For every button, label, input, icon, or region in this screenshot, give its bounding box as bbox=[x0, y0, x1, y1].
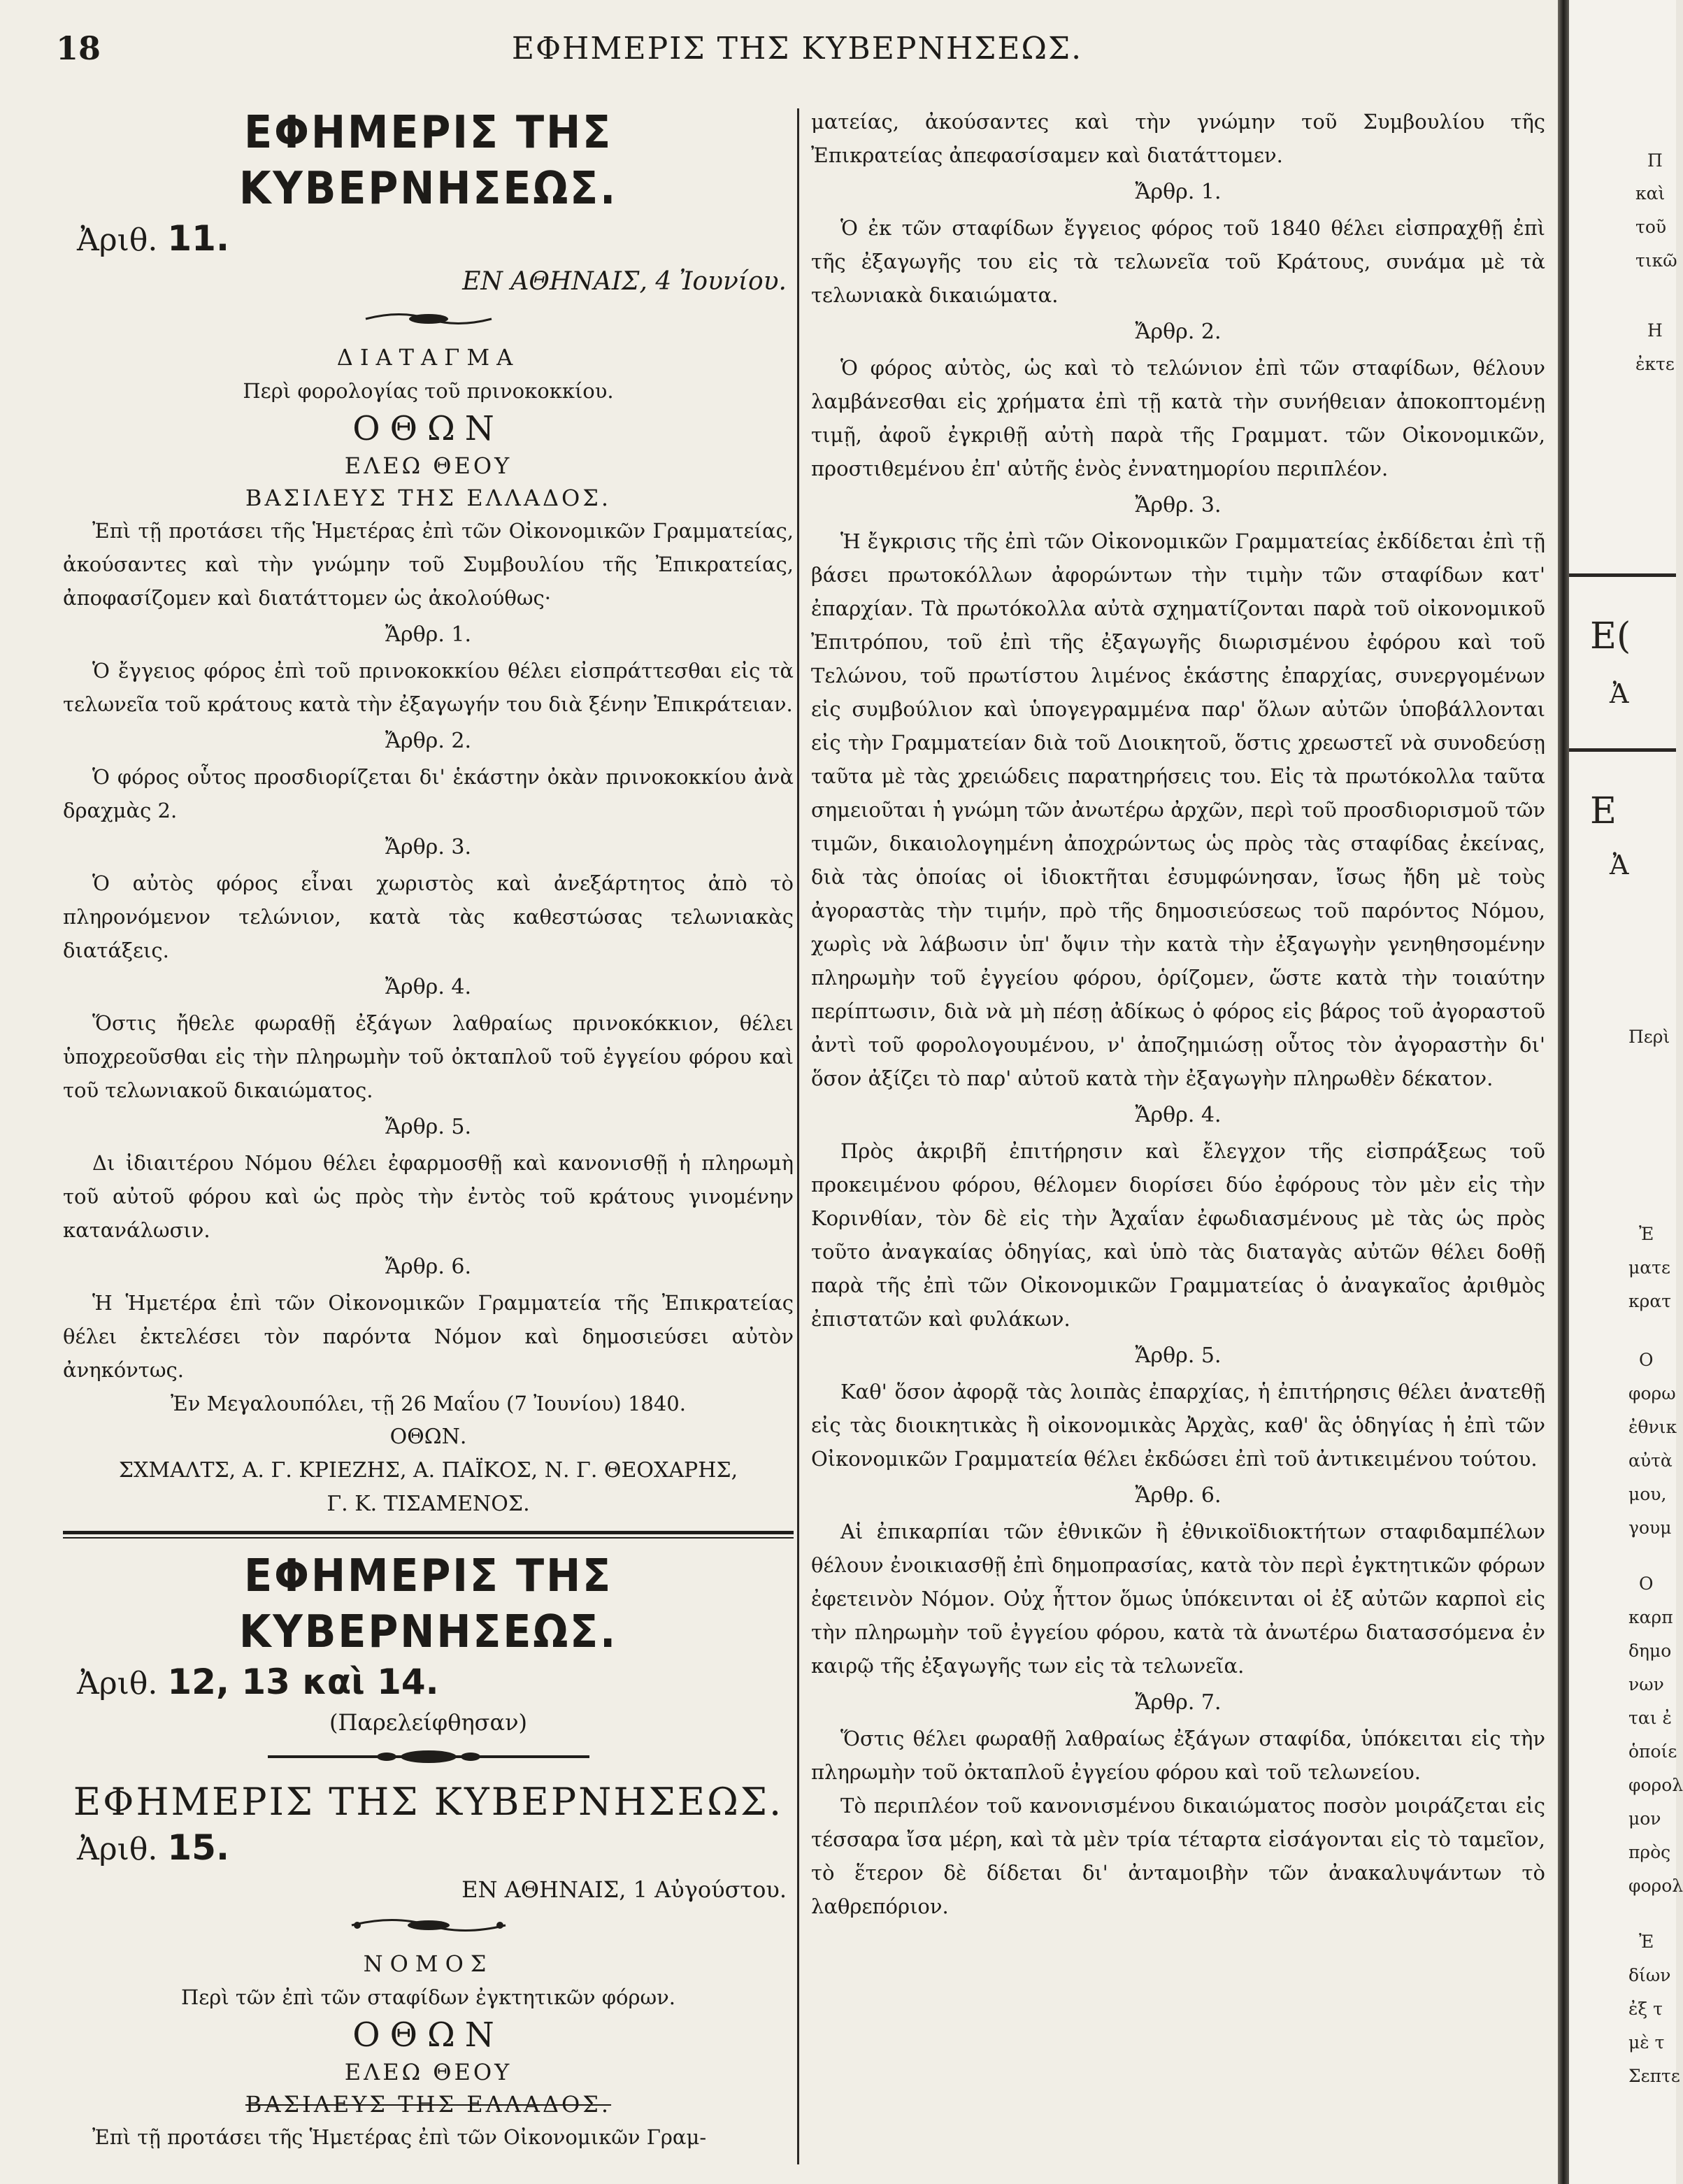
ornament-divider-icon bbox=[63, 308, 794, 334]
article-text: Ἡ Ἡμετέρα ἐπὶ τῶν Οἰκονομικῶν Γραμματεία τῆς Ἐπικρατείας θέλει ἐκτελέσει τὸν παρόντα Νόμον καὶ δημοσιεύσει αὐτὸν ἀνηκόντως. bbox=[63, 1291, 794, 1382]
ornament-divider-icon bbox=[63, 1746, 794, 1771]
signature: ΟΘΩΝ. bbox=[389, 1425, 467, 1449]
issue-15-dateline: ΕΝ ΑΘΗΝΑΙΣ, 1 Αὐγούστου. bbox=[461, 1876, 787, 1903]
fragment: ἐθνικ bbox=[1628, 1417, 1677, 1437]
article-label: Ἄρθρ. 7. bbox=[1135, 1690, 1222, 1715]
issue-number-prefix: Ἀριθ. bbox=[77, 1666, 158, 1701]
fragment: μον bbox=[1628, 1808, 1661, 1829]
article-text: Τὸ περιπλέον τοῦ κανονισμένου δικαιώματος ποσὸν μοιράζεται εἰς τέσσαρα ἴσα μέρη, καὶ τὰ μὲν τρία τέταρτα εἰσάγονται εἰς τὸ ταμεῖον, τὸ ἕτερον δὲ δίδεται δι' ἀνταμοιβὴν τῶν ἀνακαλυψάντων τὸ λαθρεπόριον. bbox=[811, 1794, 1545, 1918]
eleo-theou: ΕΛΕΩ ΘΕΟΥ bbox=[344, 2059, 513, 2085]
place-date: Ἐν Μεγαλουπόλει, τῇ 26 Μαΐου (7 Ἰουνίου) 1840. bbox=[171, 1392, 686, 1415]
preamble-start: Ἐπὶ τῇ προτάσει τῆς Ἡμετέρας ἐπὶ τῶν Οἰκονομικῶν Γραμ- bbox=[92, 2125, 707, 2149]
issue-number-value: 12, 13 καὶ 14. bbox=[167, 1662, 439, 1702]
article-label: Ἄρθρ. 3. bbox=[1135, 493, 1222, 518]
issue-11-masthead: ΕΦΗΜΕΡΙΣ ΤΗΣ ΚΥΒΕΡΝΗΣΕΩΣ. bbox=[238, 107, 618, 215]
fragment: ὁποίε bbox=[1628, 1741, 1677, 1762]
fragment-rule bbox=[1569, 748, 1676, 752]
fragment: Ἐ bbox=[1639, 1224, 1654, 1244]
article-label: Ἄρθρ. 4. bbox=[385, 975, 472, 999]
ornament-divider-icon bbox=[63, 1915, 794, 1940]
fragment: πρὸς bbox=[1628, 1842, 1671, 1862]
othon-heading: ΟΘΩΝ bbox=[352, 409, 504, 448]
fragment: καρπ bbox=[1628, 1607, 1673, 1627]
article-text: Δι ἰδιαιτέρου Νόμου θέλει ἐφαρμοσθῇ καὶ κανονισθῇ ἡ πληρωμὴ τοῦ αὐτοῦ φόρου καὶ ὡς πρὸς τὴν ἐντὸς τοῦ κράτους γινομένην κατανάλωσιν. bbox=[63, 1151, 794, 1242]
fragment: δίων bbox=[1628, 1965, 1671, 1985]
issue-number-prefix: Ἀριθ. bbox=[77, 222, 158, 258]
fragment: φορω bbox=[1628, 1383, 1676, 1404]
running-title: ΕΦΗΜΕΡΙΣ ΤΗΣ ΚΥΒΕΡΝΗΣΕΩΣ. bbox=[511, 31, 1083, 66]
nomos-subject: Περὶ τῶν ἐπὶ τῶν σταφίδων ἐγκτητικῶν φόρων. bbox=[180, 1985, 676, 2009]
article-label: Ἄρθρ. 6. bbox=[385, 1255, 472, 1279]
column-divider bbox=[797, 108, 799, 2164]
fragment: Ο bbox=[1639, 1573, 1654, 1594]
article-label: Ἄρθρ. 4. bbox=[1135, 1103, 1222, 1127]
fragment: τοῦ bbox=[1635, 217, 1667, 237]
ministers-line-1: ΣΧΜΑΛΤΣ, Α. Γ. ΚΡΙΕΖΗΣ, Α. ΠΑΪΚΟΣ, Ν. Γ. ΘΕΟΧΑΡΗΣ, bbox=[118, 1458, 738, 1483]
fragment: ἐκτε bbox=[1635, 354, 1675, 374]
omitted-note: (Παρελείφθησαν) bbox=[329, 1709, 528, 1736]
fragment: Σεπτε bbox=[1628, 2066, 1680, 2086]
section-rule bbox=[63, 1531, 794, 1534]
section-rule-thin bbox=[63, 1537, 794, 1539]
book-binding bbox=[1558, 0, 1569, 2184]
article-text: Ἡ ἔγκρισις τῆς ἐπὶ τῶν Οἰκονομικῶν Γραμματείας ἐκδίδεται ἐπὶ τῇ βάσει πρωτοκόλλων ἀφορώντων τὴν τιμὴν τῶν σταφίδων κατ' ἐπαρχίαν. Τὰ πρωτόκολλα αὐτὰ σχηματίζονται παρὰ τοῦ οἰκονομικοῦ Ἐπιτρόπου, τοῦ ἐπὶ τῆς ἐξαγωγῆς διωρισμένου ἐφόρου καὶ τοῦ Τελώνου, τοῦ πρωτίστου λιμένος ἑκάστης ἐπαρχίας, συνεργομένων εἰς συμβούλιον καὶ ὑπογεγραμμένα παρ' ὅλων αὐτῶν ὑποβάλλονται εἰς τὴν Γραμματείαν διὰ τοῦ Διοικητοῦ, ὅστις χρεωστεῖ νὰ συνοδεύσῃ ταῦτα μὲ τὰς χρειώδεις παρατηρήσεις του. Εἰς τὰ πρωτόκολλα ταῦτα σημειοῦται ἡ γνώμη τῶν ἀνωτέρω ἀρχῶν, περὶ τοῦ προσδιορισμοῦ τῶν τιμῶν, δικαιολογημένη ἀποχρώντως ὡς πρὸς τὰς σταφίδας ἐκείνας, διὰ τὰς ὁποίας οἱ ἰδιοκτῆται ἐσυμφώνησαν, ἴσως ἤδη μὲ τοὺς ἀγοραστὰς τὴν τιμήν, πρὸ τῆς δημοσιεύσεως τοῦ παρόντος Νόμου, χωρὶς νὰ λάβωσιν ὑπ' ὄψιν τὴν κατὰ τὴν ἐξαγωγὴν γενηθησομένην πληρωμὴν τοῦ ἐγγείου φόρου, ὁρίζομεν, ὥστε κατὰ τὴν τοιαύτην περίπτωσιν, διὰ νὰ μὴ πέσῃ ἀδίκως ὁ φόρος εἰς βάρος τοῦ ἀγοραστοῦ ἀντὶ τοῦ φορολογουμένου, ν' ἀποζημιώσῃ οὗτος τὸν ἀγοραστὴν δι' ὅσον ἀξίζει τὸ παρ' αὐτοῦ κατὰ τὴν ἐξαγωγὴν πληρωθὲν δέκατον. bbox=[811, 529, 1545, 1090]
article-text: Ὅστις ἤθελε φωραθῇ ἐξάγων λαθραίως πρινοκόκκιον, θέλει ὑποχρεοῦσθαι εἰς τὴν πληρωμὴν τοῦ ὀκταπλοῦ τοῦ ἐγγείου φόρου καὶ τοῦ τελωνιακοῦ δικαιώματος. bbox=[63, 1011, 794, 1102]
page-number: 18 bbox=[56, 29, 101, 67]
diatagma-subject: Περὶ φορολογίας τοῦ πρινοκοκκίου. bbox=[243, 379, 614, 403]
fragment: τικῶ bbox=[1635, 250, 1677, 271]
fragment: Π bbox=[1647, 150, 1663, 171]
article-text: Πρὸς ἀκριβῆ ἐπιτήρησιν καὶ ἔλεγχον τῆς εἰσπράξεως τοῦ προκειμένου φόρου, θέλομεν διορίσει δύο ἐφόρους τὸν μὲν εἰς τὴν Κορινθίαν, τὸν δὲ εἰς τὴν Ἀχαΐαν ἐφωδιασμένους μὲ τὰς ὡς πρὸς τοῦτο ἀναγκαίας ὁδηγίας, καὶ ὑπὸ τὰς διαταγὰς αὐτῶν θέλει δοθῇ παρὰ τῆς ἐπὶ τῶν Οἰκονομικῶν Γραμματείας ὁ ἀναγκαῖος ἀριθμὸς ἐπιστατῶν καὶ φυλάκων. bbox=[811, 1139, 1545, 1331]
preamble-end: ματείας, ἀκούσαντες καὶ τὴν γνώμην τοῦ Συμβουλίου τῆς Ἐπικρατείας ἀπεφασίσαμεν καὶ διατάττομεν. bbox=[811, 110, 1545, 167]
left-column bbox=[63, 105, 794, 2154]
issue-15-masthead: ΕΦΗΜΕΡΙΣ ΤΗΣ ΚΥΒΕΡΝΗΣΕΩΣ. bbox=[73, 1780, 784, 1824]
article-text: Αἱ ἐπικαρπίαι τῶν ἐθνικῶν ἢ ἐθνικοϊδιοκτήτων σταφιδαμπέλων θέλουν ἐνοικιασθῇ ἐπὶ δημοπρασίας, κατὰ τὸν περὶ ἐγκτητικῶν φόρων ἐφετεινὸν Νόμον. Οὐχ ἧττον ὅμως ὑπόκεινται οἱ ἐξ αὐτῶν καρποὶ εἰς τὴν πληρωμὴν τοῦ ἐγγείου φόρου, κατὰ τὰ ἀνωτέρω διατασσόμενα ἐν καιρῷ τῆς ἐξαγωγῆς των εἰς τὰ τελωνεῖα. bbox=[811, 1520, 1545, 1678]
fragment: αὐτὰ bbox=[1628, 1450, 1673, 1471]
article-label: Ἄρθρ. 2. bbox=[385, 729, 472, 753]
nomos-heading: ΝΟΜΟΣ bbox=[363, 1950, 494, 1977]
king-title: ΒΑΣΙΛΕΥΣ ΤΗΣ ΕΛΛΑΔΟΣ. bbox=[245, 485, 612, 511]
fragment: Ἀ bbox=[1610, 850, 1629, 880]
article-label: Ἄρθρ. 5. bbox=[385, 1115, 472, 1139]
fragment: Ἐ bbox=[1639, 1932, 1654, 1952]
fragment: δημο bbox=[1628, 1641, 1672, 1661]
article-label: Ἄρθρ. 2. bbox=[1135, 320, 1222, 344]
king-title: ΒΑΣΙΛΕΥΣ ΤΗΣ ΕΛΛΑΔΟΣ. bbox=[245, 2091, 612, 2118]
article-text: Ὁ ἐκ τῶν σταφίδων ἔγγειος φόρος τοῦ 1840 θέλει εἰσπραχθῇ ἐπὶ τῆς ἐξαγωγῆς του εἰς τὰ τελωνεῖα τοῦ Κράτους, συνάμα μὲ τὰ τελωνιακὰ δικαιώματα. bbox=[811, 216, 1545, 307]
fragment: Ἀ bbox=[1610, 678, 1629, 709]
article-text: Ὁ φόρος αὐτὸς, ὡς καὶ τὸ τελώνιον ἐπὶ τῶν σταφίδων, θέλουν λαμβάνεσθαι εἰς χρήματα ἐπὶ τῇ κατὰ τὴν συνήθειαν ἀποκοπτομένῃ τιμῇ, ἀφοῦ ἐγκριθῇ αὐτὴ παρὰ τῆς Γραμματ. τῶν Οἰκονομικῶν, προστιθεμένου ἐπ' αὐτῆς ἑνὸς ἐννατημορίου περιπλέον. bbox=[811, 356, 1545, 480]
fragment: φορολ bbox=[1628, 1876, 1683, 1896]
article-label: Ἄρθρ. 6. bbox=[1135, 1483, 1222, 1508]
issue-11-dateline: ΕΝ ΑΘΗΝΑΙΣ, 4 Ἰουνίου. bbox=[462, 267, 787, 296]
fragment: Ε( bbox=[1590, 615, 1631, 657]
preamble: Ἐπὶ τῇ προτάσει τῆς Ἡμετέρας ἐπὶ τῶν Οἰκονομικῶν Γραμματείας, ἀκούσαντες καὶ τὴν γνώμην τοῦ Συμβουλίου τῆς Ἐπικρατείας, ἀποφασίζομεν καὶ διατάττομεν ὡς ἀκολούθως· bbox=[63, 519, 794, 610]
article-text: Ὁ ἔγγειος φόρος ἐπὶ τοῦ πρινοκοκκίου θέλει εἰσπράττεσθαι εἰς τὰ τελωνεῖα τοῦ κράτους κατὰ τὴν ἐξαγωγήν του διὰ ξένην Ἐπικράτειαν. bbox=[63, 659, 794, 716]
issue-number-value: 11. bbox=[167, 218, 229, 259]
article-label: Ἄρθρ. 3. bbox=[385, 835, 472, 859]
fragment: Ε bbox=[1590, 790, 1617, 832]
fragment: Περὶ bbox=[1628, 1027, 1670, 1047]
fragment: ἐξ τ bbox=[1628, 1999, 1663, 2019]
issue-12-masthead: ΕΦΗΜΕΡΙΣ ΤΗΣ ΚΥΒΕΡΝΗΣΕΩΣ. bbox=[238, 1550, 618, 1658]
eleo-theou: ΕΛΕΩ ΘΕΟΥ bbox=[344, 452, 513, 479]
fragment: ματε bbox=[1628, 1257, 1670, 1278]
issue-11-number bbox=[77, 217, 794, 262]
adjacent-page-edge bbox=[1569, 0, 1683, 2184]
right-column bbox=[811, 105, 1545, 1923]
fragment: καὶ bbox=[1635, 183, 1666, 204]
othon-heading: ΟΘΩΝ bbox=[352, 2015, 504, 2055]
article-text: Ὅστις θέλει φωραθῇ λαθραίως ἐξάγων σταφίδα, ὑπόκειται εἰς τὴν πληρωμὴν τοῦ ὀκταπλοῦ ἐγγείου φόρου καὶ τοῦ τελωνείου. bbox=[811, 1727, 1545, 1784]
issue-12-number bbox=[77, 1660, 794, 1706]
fragment: μὲ τ bbox=[1628, 2032, 1665, 2053]
issue-number-prefix: Ἀριθ. bbox=[77, 1832, 158, 1867]
article-text: Ὁ αὐτὸς φόρος εἶναι χωριστὸς καὶ ἀνεξάρτητος ἀπὸ τὸ πληρονόμενον τελώνιον, κατὰ τὰς καθεστώσας τελωνιακὰς διατάξεις. bbox=[63, 871, 794, 962]
diatagma-heading: ΔΙΑΤΑΓΜΑ bbox=[336, 344, 520, 371]
fragment-rule bbox=[1569, 573, 1676, 577]
fragment: Ο bbox=[1639, 1350, 1654, 1370]
fragment: φορολ bbox=[1628, 1775, 1683, 1795]
fragment: ται ἐ bbox=[1628, 1708, 1672, 1728]
article-label: Ἄρθρ. 5. bbox=[1135, 1343, 1222, 1368]
article-text: Καθ' ὅσον ἀφορᾷ τὰς λοιπὰς ἐπαρχίας, ἡ ἐπιτήρησις θέλει ἀνατεθῇ εἰς τὰς διοικητικὰς ἢ οἰκονομικὰς Ἀρχὰς, καθ' ἃς ὁδηγίας ἡ ἐπὶ τῶν Οἰκονομικῶν Γραμματεία θέλει ἐκδώσει ἐπὶ τοῦ ἀντικειμένου τούτου. bbox=[811, 1380, 1545, 1471]
fragment: μου, bbox=[1628, 1484, 1667, 1504]
fragment: νων bbox=[1628, 1674, 1664, 1694]
running-header bbox=[56, 29, 1538, 71]
fragment: κρατ bbox=[1628, 1291, 1672, 1311]
issue-number-value: 15. bbox=[167, 1827, 229, 1868]
ministers-line-2: Γ. Κ. ΤΙΣΑΜΕΝΟΣ. bbox=[327, 1492, 530, 1516]
fragment: Η bbox=[1647, 320, 1663, 341]
article-text: Ὁ φόρος οὗτος προσδιορίζεται δι' ἑκάστην ὀκὰν πρινοκοκκίου ἀνὰ δραχμὰς 2. bbox=[63, 765, 794, 822]
issue-15-number bbox=[77, 1826, 794, 1871]
article-label: Ἄρθρ. 1. bbox=[385, 622, 472, 647]
fragment: γουμ bbox=[1628, 1518, 1672, 1538]
article-label: Ἄρθρ. 1. bbox=[1135, 180, 1222, 204]
